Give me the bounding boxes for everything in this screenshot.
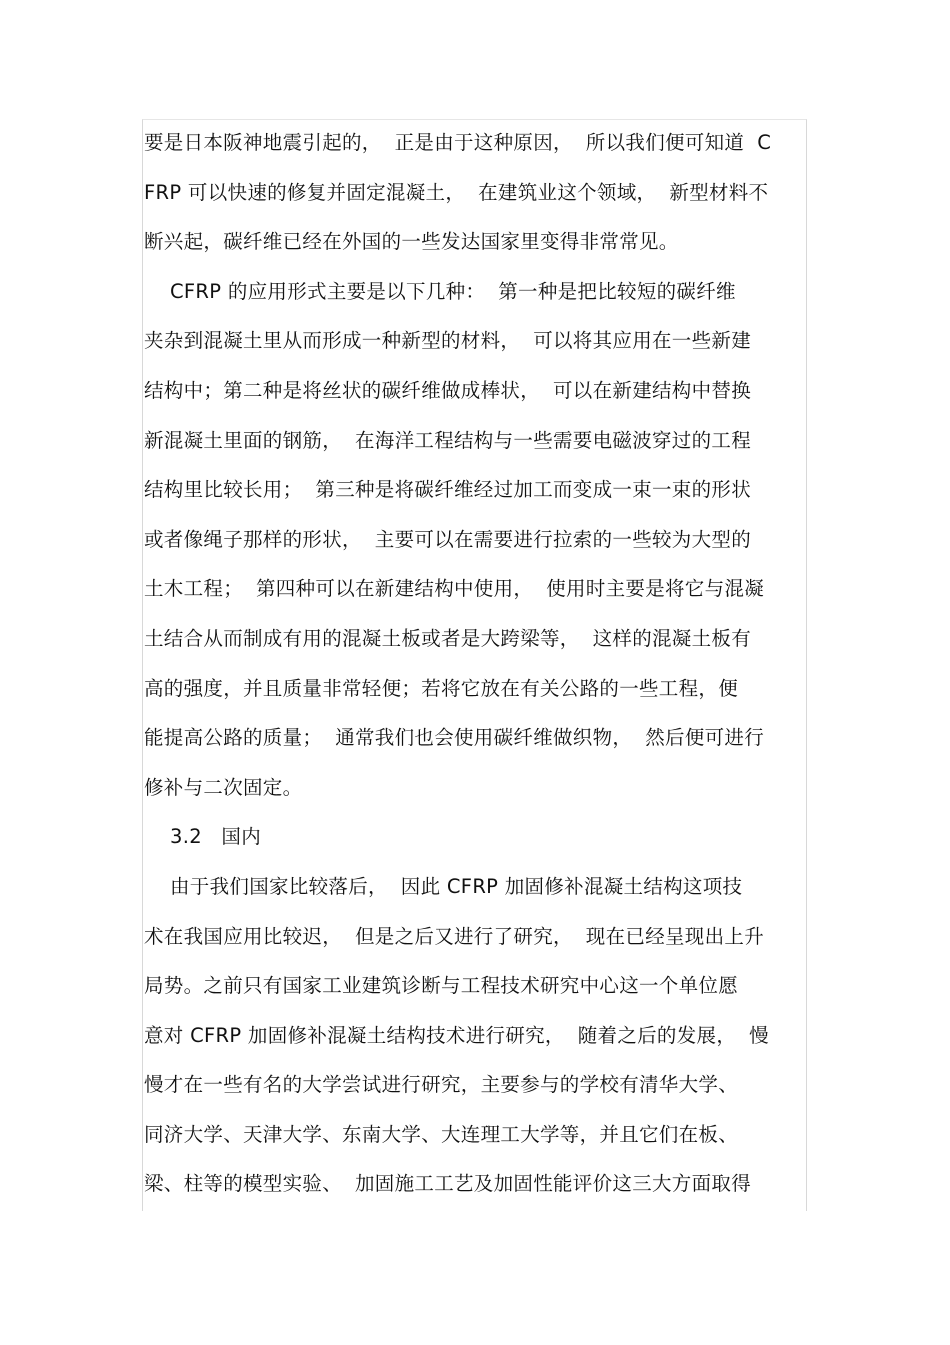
paragraph-start-line: 由于我们国家比较落后， 因此 CFRP 加固修补混凝土结构这项技: [144, 874, 743, 898]
text-line: 能提高公路的质量； 通常我们也会使用碳纤维做织物， 然后便可进行: [144, 726, 764, 750]
text-line: 土木工程； 第四种可以在新建结构中使用， 使用时主要是将它与混凝: [144, 577, 764, 601]
text-line: 局势。之前只有国家工业建筑诊断与工程技术研究中心这一个单位愿: [144, 974, 739, 998]
text-line: 修补与二次固定。: [144, 775, 303, 799]
section-heading: 3.2 国内: [144, 825, 262, 849]
document-body: [144, 118, 808, 1209]
text-line: 同济大学、天津大学、东南大学、大连理工大学等，并且它们在板、: [144, 1122, 739, 1146]
text-line: FRP 可以快速的修复并固定混凝土， 在建筑业这个领域， 新型材料不: [144, 180, 769, 204]
text-line: 结构中；第二种是将丝状的碳纤维做成棒状， 可以在新建结构中替换: [144, 378, 751, 402]
text-line: 断兴起，碳纤维已经在外国的一些发达国家里变得非常常见。: [144, 230, 679, 254]
text-line: 高的强度，并且质量非常轻便；若将它放在有关公路的一些工程，便: [144, 676, 739, 700]
text-line: 术在我国应用比较迟， 但是之后又进行了研究， 现在已经呈现出上升: [144, 924, 764, 948]
paragraph-start-line: CFRP 的应用形式主要是以下几种： 第一种是把比较短的碳纤维: [144, 279, 736, 303]
text-line: 夹杂到混凝土里从而形成一种新型的材料， 可以将其应用在一些新建: [144, 329, 751, 353]
text-line: 土结合从而制成有用的混凝土板或者是大跨梁等， 这样的混凝土板有: [144, 626, 751, 650]
text-line: 结构里比较长用； 第三种是将碳纤维经过加工而变成一束一束的形状: [144, 478, 751, 502]
text-line: 梁、柱等的模型实验、 加固施工工艺及加固性能评价这三大方面取得: [144, 1172, 751, 1196]
text-line: 要是日本阪神地震引起的， 正是由于这种原因， 所以我们便可知道 C: [144, 131, 772, 154]
text-line: 或者像绳子那样的形状， 主要可以在需要进行拉索的一些较为大型的: [144, 527, 751, 551]
text-line: 新混凝土里面的钢筋， 在海洋工程结构与一些需要电磁波穿过的工程: [144, 428, 751, 452]
text-line: 意对 CFRP 加固修补混凝土结构技术进行研究， 随着之后的发展， 慢: [144, 1023, 769, 1047]
text-line: 慢才在一些有名的大学尝试进行研究，主要参与的学校有清华大学、: [144, 1073, 739, 1097]
